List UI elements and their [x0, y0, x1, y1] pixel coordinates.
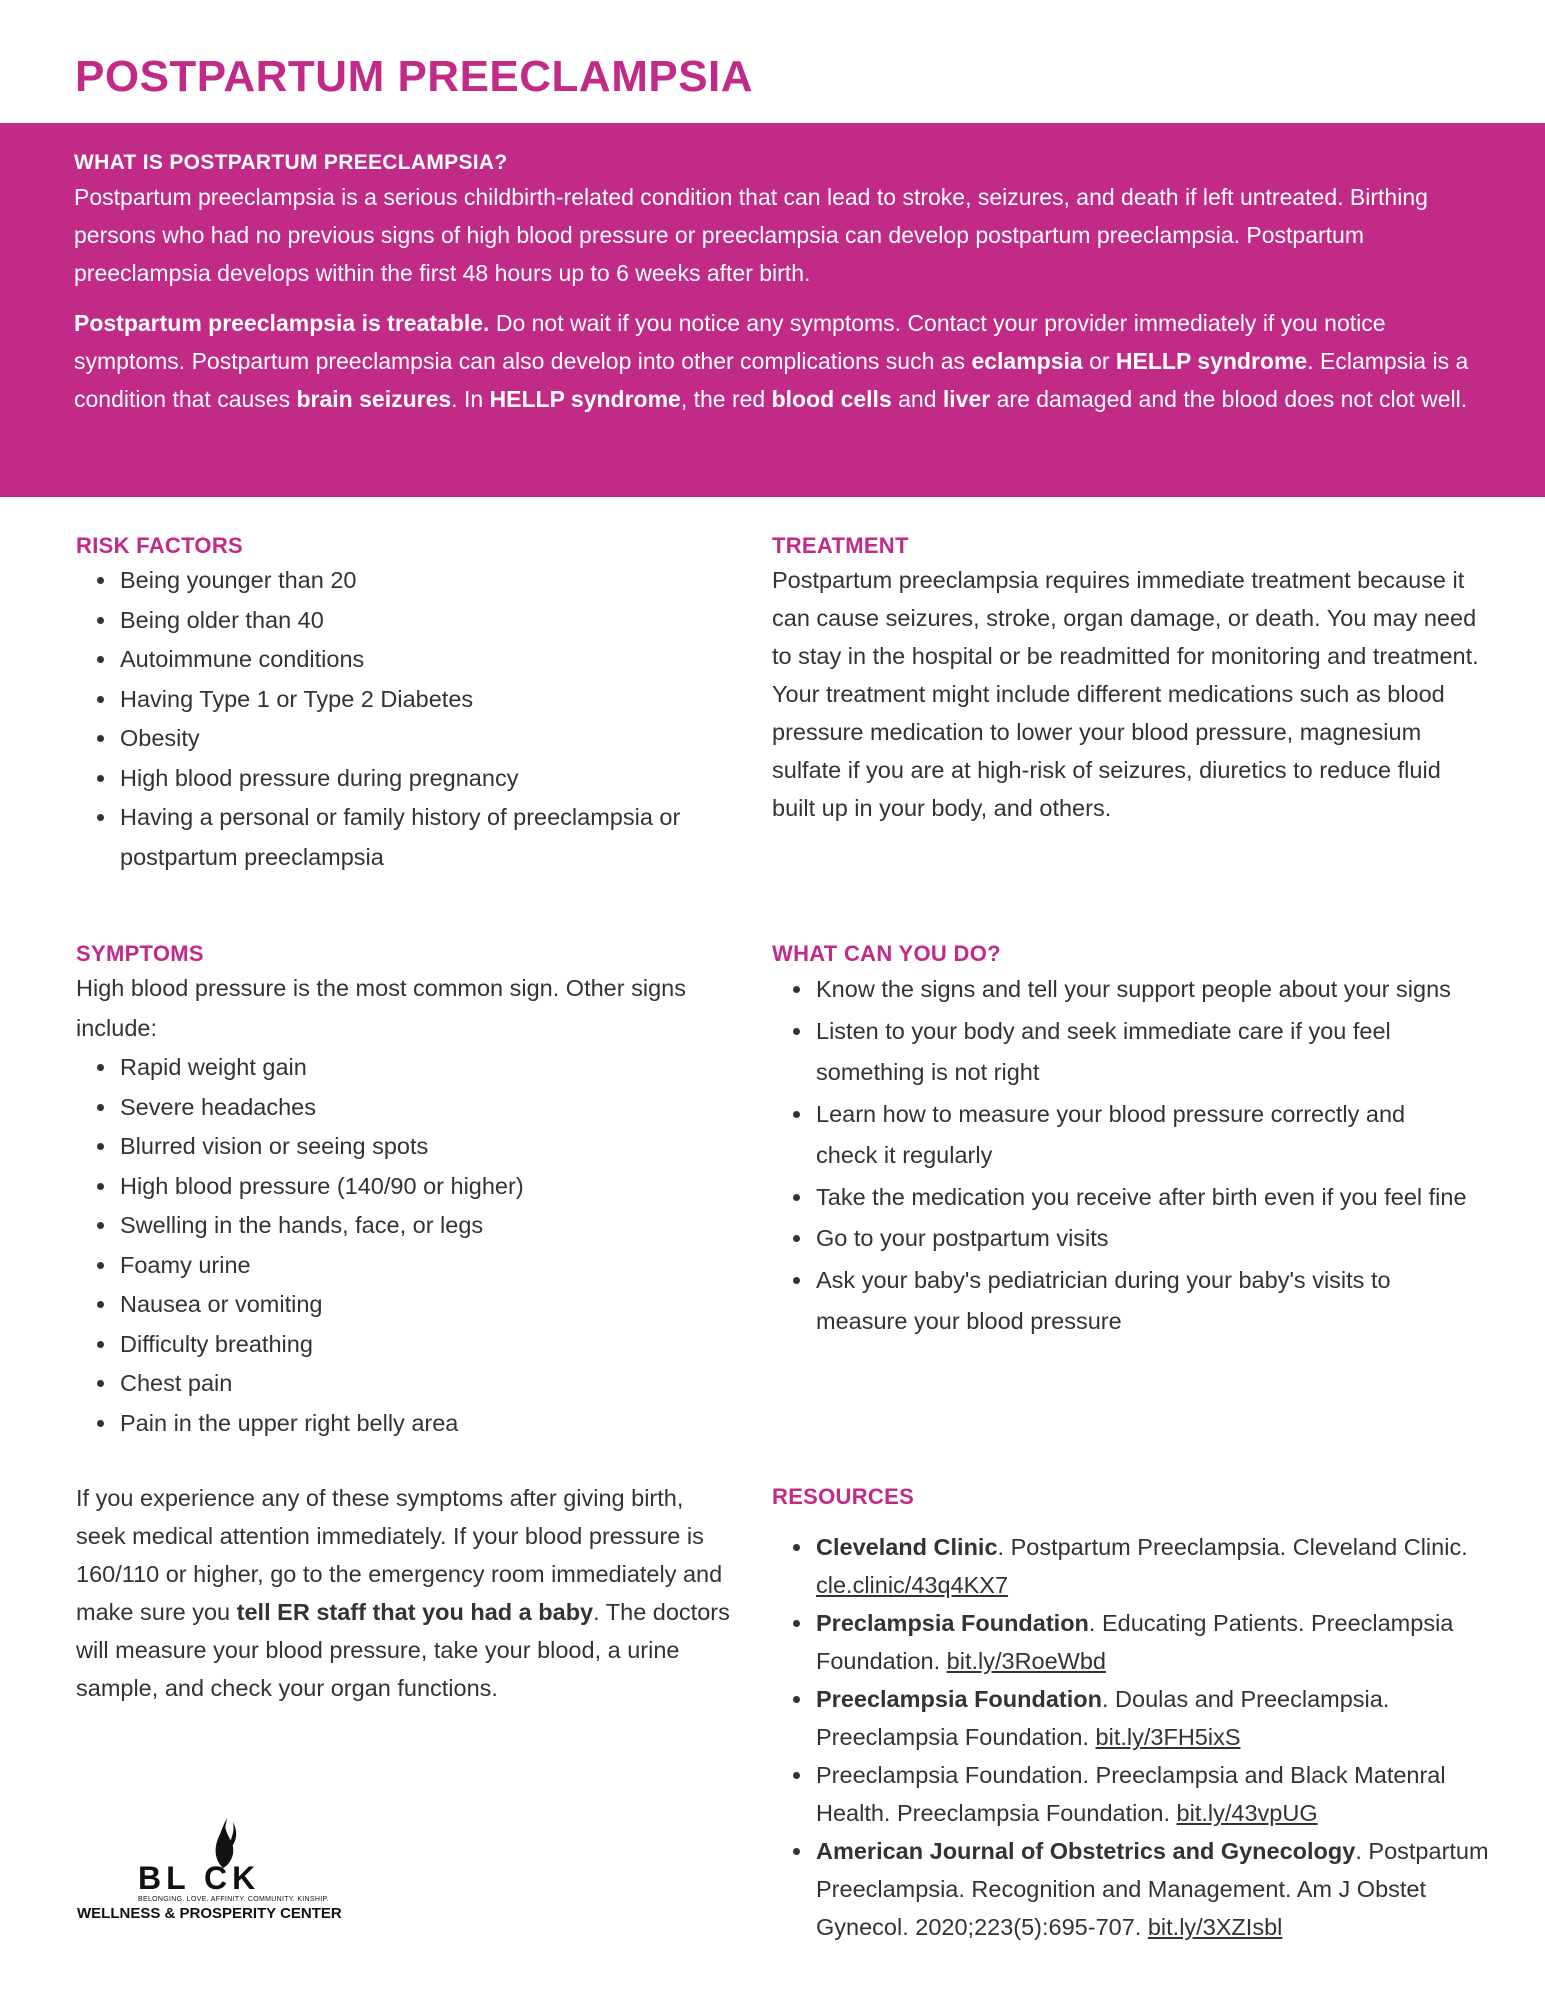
what-can-you-do-section — [772, 939, 1472, 1343]
organization-logo — [75, 1810, 375, 1920]
intro-paragraph-2-segment: . Eclampsia is a condition that causes — [74, 348, 1469, 412]
intro-band — [0, 123, 1545, 497]
resource-item — [814, 1832, 1496, 1946]
resource-link[interactable]: bit.ly/43vpUG — [1176, 1800, 1318, 1826]
symptom-item: • Nausea or vomiting — [118, 1285, 736, 1325]
symptom-item: • Swelling in the hands, face, or legs — [118, 1206, 736, 1246]
symptoms-outro — [76, 1479, 736, 1707]
resource-item — [814, 1604, 1496, 1680]
risk-factor-item: • Having Type 1 or Type 2 Diabetes — [118, 680, 736, 720]
logo-wordmark: BL CK — [138, 1860, 261, 1896]
intro-paragraph-2-segment: HELLP syndrome — [1115, 348, 1308, 374]
risk-factor-item: • Having a personal or family history of preeclampsia or postpartum preeclampsia — [118, 798, 736, 877]
intro-paragraph-2-segment: Postpartum preeclampsia is treatable. — [74, 310, 490, 336]
resource-source: Preclampsia Foundation — [816, 1610, 1089, 1636]
intro-paragraph-2-segment: and — [891, 386, 943, 412]
symptoms-list — [76, 1048, 736, 1443]
intro-paragraph-2-segment: eclampsia — [971, 348, 1083, 374]
resource-item — [814, 1756, 1496, 1832]
intro-paragraph-2-segment: HELLP syndrome — [489, 386, 681, 412]
action-item: • Know the signs and tell your support people about your signs — [814, 969, 1472, 1011]
symptoms-intro: High blood pressure is the most common sign. Other signs include: — [76, 975, 686, 1041]
resource-link[interactable]: bit.ly/3XZIsbl — [1147, 1914, 1283, 1940]
symptoms-outro-segment: tell ER staff that you had a baby — [236, 1599, 594, 1625]
intro-paragraph-1: Postpartum preeclampsia is a serious childbirth-related condition that can lead to stroke, seizures, and death if left untreated. Birthing persons who had no previous signs of high blood pressure or preeclampsia can develop postpartum preeclampsia. Postpartum preeclampsia develops within the first 48 hours up to 6 weeks after birth. — [74, 184, 1428, 286]
intro-paragraph-2-segment: blood cells — [771, 386, 892, 412]
intro-paragraph-2-segment: , the red — [680, 386, 772, 412]
resource-item — [814, 1528, 1496, 1604]
risk-factors-list — [76, 561, 736, 877]
symptoms-heading: SYMPTOMS — [76, 941, 204, 966]
what-can-you-do-list — [772, 969, 1472, 1343]
intro-heading: WHAT IS POSTPARTUM PREECLAMPSIA? — [74, 151, 508, 174]
resource-source: American Journal of Obstetrics and Gynecology — [816, 1838, 1356, 1864]
resource-item — [814, 1680, 1496, 1756]
resources-section — [772, 1482, 1496, 1946]
intro-paragraph-2-segment: liver — [942, 386, 991, 412]
risk-factors-section — [76, 531, 736, 877]
resource-citation: . Doulas and Preeclampsia. Preeclampsia Foundation. — [816, 1686, 1390, 1750]
action-item: • Ask your baby's pediatrician during your baby's visits to measure your blood pressure — [814, 1260, 1472, 1343]
action-item: • Go to your postpartum visits — [814, 1218, 1472, 1260]
treatment-text: Postpartum preeclampsia requires immediate treatment because it can cause seizures, stroke, organ damage, or death. You may need to stay in the hospital or be readmitted for monitoring and treatment. Your treatment might include different medications such as blood pressure medication to lower your blood pressure, magnesium sulfate if you are at high-risk of seizures, diuretics to reduce fluid built up in your body, and others. — [772, 567, 1479, 821]
resource-citation: Preeclampsia Foundation. Preeclampsia and Black Matenral Health. Preeclampsia Foundation. — [816, 1762, 1446, 1826]
resource-citation: . Educating Patients. Preeclampsia Foundation. — [816, 1610, 1454, 1674]
symptom-item: • Foamy urine — [118, 1246, 736, 1286]
intro-paragraph-2-segment: brain seizures — [296, 386, 452, 412]
symptom-item: • Severe headaches — [118, 1088, 736, 1128]
resource-citation: . Postpartum Preeclampsia. Cleveland Clinic. — [997, 1534, 1468, 1560]
intro-paragraph-2-segment: are damaged and the blood does not clot well. — [990, 386, 1468, 412]
logo-subtitle: WELLNESS & PROSPERITY CENTER — [77, 1905, 342, 1922]
page-title: POSTPARTUM PREECLAMPSIA — [75, 52, 754, 101]
symptoms-outro-segment: If you experience any of these symptoms after giving birth, seek medical attention immediately. If your blood pressure is 160/110 or higher, go to the emergency room immediately and make sure you — [76, 1485, 723, 1625]
action-item: • Listen to your body and seek immediate care if you feel something is not right — [814, 1011, 1472, 1094]
action-item: • Learn how to measure your blood pressure correctly and check it regularly — [814, 1094, 1472, 1177]
risk-factor-item: • High blood pressure during pregnancy — [118, 759, 736, 799]
symptoms-outro-segment: . The doctors will measure your blood pressure, take your blood, a urine sample, and check your organ functions. — [76, 1599, 730, 1701]
treatment-heading: TREATMENT — [772, 533, 909, 558]
resource-source: Preeclampsia Foundation — [816, 1686, 1102, 1712]
logo-tagline: BELONGING. LOVE. AFFINITY. COMMUNITY. KINSHIP. — [138, 1896, 329, 1903]
symptom-item: • Difficulty breathing — [118, 1325, 736, 1365]
resources-list — [772, 1528, 1496, 1946]
resource-link[interactable]: bit.ly/3FH5ixS — [1095, 1724, 1241, 1750]
resource-link[interactable]: bit.ly/3RoeWbd — [946, 1648, 1107, 1674]
resource-citation: . Postpartum Preeclampsia. Recognition and Management. Am J Obstet Gynecol. 2020;223(5):695-707. — [816, 1838, 1489, 1940]
symptom-item: • Blurred vision or seeing spots — [118, 1127, 736, 1167]
what-can-you-do-heading: WHAT CAN YOU DO? — [772, 941, 1001, 966]
symptom-item: • Chest pain — [118, 1364, 736, 1404]
treatment-section — [772, 531, 1487, 827]
risk-factor-item: • Obesity — [118, 719, 736, 759]
action-item: • Take the medication you receive after birth even if you feel fine — [814, 1177, 1472, 1219]
resources-heading: RESOURCES — [772, 1484, 915, 1509]
symptoms-section — [76, 939, 736, 1707]
intro-paragraph-2-segment: Do not wait if you notice any symptoms. Contact your provider immediately if you notice symptoms. Postpartum preeclampsia can also develop into other complications such as — [74, 310, 1386, 374]
symptom-item: • Rapid weight gain — [118, 1048, 736, 1088]
risk-factor-item: • Being younger than 20 — [118, 561, 736, 601]
intro-paragraph-2-segment: . In — [451, 386, 490, 412]
intro-paragraph-2-segment: or — [1082, 348, 1116, 374]
risk-factor-item: • Being older than 40 — [118, 601, 736, 641]
symptom-item: • High blood pressure (140/90 or higher) — [118, 1167, 736, 1207]
resource-link[interactable]: cle.clinic/43q4KX7 — [816, 1572, 1009, 1598]
intro-paragraph-2 — [74, 304, 1499, 418]
resource-source: Cleveland Clinic — [816, 1534, 998, 1560]
symptom-item: • Pain in the upper right belly area — [118, 1404, 736, 1444]
risk-factors-heading: RISK FACTORS — [76, 533, 243, 558]
risk-factor-item: • Autoimmune conditions — [118, 640, 736, 680]
